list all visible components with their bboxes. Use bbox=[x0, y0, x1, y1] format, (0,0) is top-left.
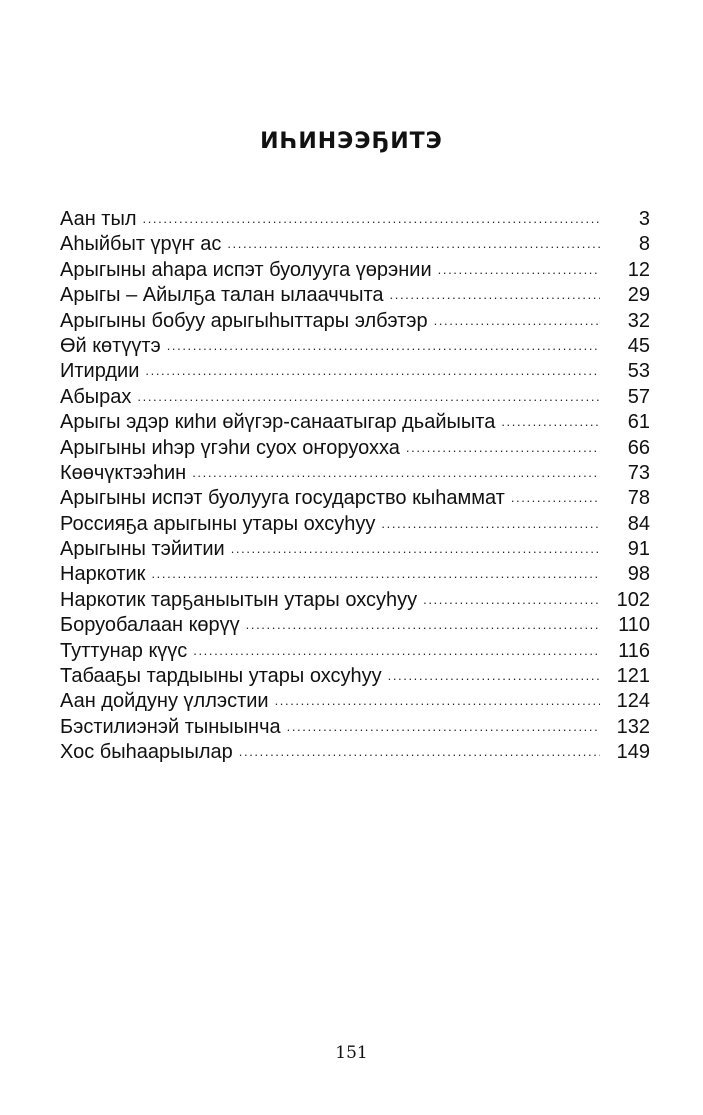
toc-entry-title: Аан тыл bbox=[60, 208, 137, 230]
dot-leader bbox=[275, 688, 600, 713]
toc-entry-page: 32 bbox=[627, 309, 650, 332]
toc-entry-page: 121 bbox=[616, 665, 650, 688]
toc-entry-title: Көөчүктээһин bbox=[60, 461, 187, 484]
dot-leader bbox=[167, 333, 600, 358]
toc-entry-page: 116 bbox=[618, 639, 650, 662]
dot-leader bbox=[145, 358, 600, 383]
toc-entry-page: 66 bbox=[627, 436, 650, 459]
toc-entry-title: Россияҕа арыгыны утары охсуһуу bbox=[60, 512, 376, 535]
toc-entry-title: Боруобалаан көрүү bbox=[60, 614, 240, 637]
toc-entry-page: 12 bbox=[627, 258, 650, 281]
toc-entry-page: 53 bbox=[627, 360, 650, 383]
dot-leader bbox=[388, 663, 600, 688]
toc-entry-page: 78 bbox=[627, 487, 650, 510]
toc-entry bbox=[60, 258, 650, 283]
toc-entry-title: Арыгы эдэр киһи өйүгэр-санаатыгар дьайыыта bbox=[60, 411, 496, 434]
toc-entry-page: 61 bbox=[627, 411, 650, 434]
toc-entry-title: Өй көтүүтэ bbox=[60, 334, 161, 357]
dot-leader bbox=[381, 511, 600, 536]
toc-entry bbox=[60, 486, 650, 511]
toc-entry bbox=[60, 461, 650, 486]
toc-entry-page: 91 bbox=[627, 538, 650, 561]
toc-entry bbox=[60, 436, 650, 461]
toc-entry bbox=[60, 639, 650, 664]
toc-entry bbox=[60, 512, 650, 537]
toc-entry bbox=[60, 359, 650, 384]
toc-entry-title: Арыгыны бобуу арыгыһыттары элбэтэр bbox=[60, 309, 428, 332]
dot-leader bbox=[193, 638, 600, 663]
toc-entry-page: 124 bbox=[616, 690, 650, 713]
toc-entry bbox=[60, 740, 650, 765]
toc-entry bbox=[60, 334, 650, 359]
toc-entry-page: 98 bbox=[627, 563, 650, 586]
toc-entry-title: Итирдии bbox=[60, 360, 140, 383]
toc-entry-title: Табааҕы тардыыны утары охсуһуу bbox=[60, 665, 382, 688]
toc-entry bbox=[60, 664, 650, 689]
toc-entry bbox=[60, 207, 650, 232]
toc-entry-page: 8 bbox=[638, 233, 650, 256]
dot-leader bbox=[143, 206, 601, 231]
toc-entry bbox=[60, 283, 650, 308]
toc-entry-title: Наркотик bbox=[60, 563, 146, 586]
toc-entry bbox=[60, 309, 650, 334]
dot-leader bbox=[438, 257, 600, 282]
toc-entry bbox=[60, 715, 650, 740]
dot-leader bbox=[423, 587, 600, 612]
dot-leader bbox=[406, 435, 600, 460]
toc-entry-title: Арыгы – Айылҕа талан ылааччыта bbox=[60, 284, 384, 307]
toc-entry-title: Арыгыны иһэр үгэһи суох оҥоруохха bbox=[60, 436, 400, 459]
toc-entry-title: Арыгыны аһара испэт буолууга үөрэнии bbox=[60, 258, 432, 281]
toc-entry-page: 29 bbox=[627, 284, 650, 307]
toc-entry-page: 149 bbox=[616, 741, 650, 764]
toc-entry-page: 73 bbox=[627, 461, 650, 484]
toc-entry-title: Аһыйбыт үрүҥ ас bbox=[60, 233, 222, 256]
toc-entry-title: Хос быһаарыылар bbox=[60, 741, 233, 764]
toc-entry bbox=[60, 537, 650, 562]
dot-leader bbox=[434, 308, 600, 333]
toc-entry bbox=[60, 613, 650, 638]
dot-leader bbox=[192, 460, 600, 485]
table-of-contents bbox=[60, 207, 650, 766]
toc-entry-title: Арыгыны испэт буолууга государство кыһаммат bbox=[60, 487, 505, 510]
toc-entry bbox=[60, 385, 650, 410]
toc-entry-page: 3 bbox=[638, 208, 650, 230]
dot-leader bbox=[511, 485, 600, 510]
toc-entry bbox=[60, 410, 650, 435]
dot-leader bbox=[227, 231, 600, 256]
dot-leader bbox=[151, 561, 600, 586]
toc-entry-title: Бэстилиэнэй тыныынча bbox=[60, 715, 281, 738]
toc-entry bbox=[60, 562, 650, 587]
toc-entry bbox=[60, 588, 650, 613]
toc-entry-title: Арыгыны тэйитии bbox=[60, 538, 225, 561]
page-title: ИҺИНЭЭҔИТЭ bbox=[260, 129, 443, 154]
dot-leader bbox=[246, 612, 600, 637]
toc-entry-title: Наркотик тарҕаныытын утары охсуһуу bbox=[60, 588, 418, 611]
dot-leader bbox=[501, 409, 600, 434]
dot-leader bbox=[137, 384, 600, 409]
toc-entry-page: 132 bbox=[616, 715, 650, 738]
toc-entry-page: 110 bbox=[618, 614, 650, 637]
dot-leader bbox=[231, 536, 600, 561]
toc-entry-title: Аан дойдуну үллэстии bbox=[60, 690, 269, 713]
toc-entry-page: 84 bbox=[627, 512, 650, 535]
toc-entry-page: 57 bbox=[627, 385, 650, 408]
dot-leader bbox=[390, 282, 600, 307]
toc-entry-page: 102 bbox=[616, 588, 650, 611]
dot-leader bbox=[239, 739, 600, 764]
toc-entry-page: 45 bbox=[627, 334, 650, 357]
dot-leader bbox=[287, 714, 600, 739]
page-number: 151 bbox=[335, 1043, 368, 1063]
toc-entry bbox=[60, 689, 650, 714]
toc-entry-title: Туттунар күүс bbox=[60, 639, 188, 662]
toc-entry bbox=[60, 232, 650, 257]
toc-entry-title: Абырах bbox=[60, 385, 132, 408]
